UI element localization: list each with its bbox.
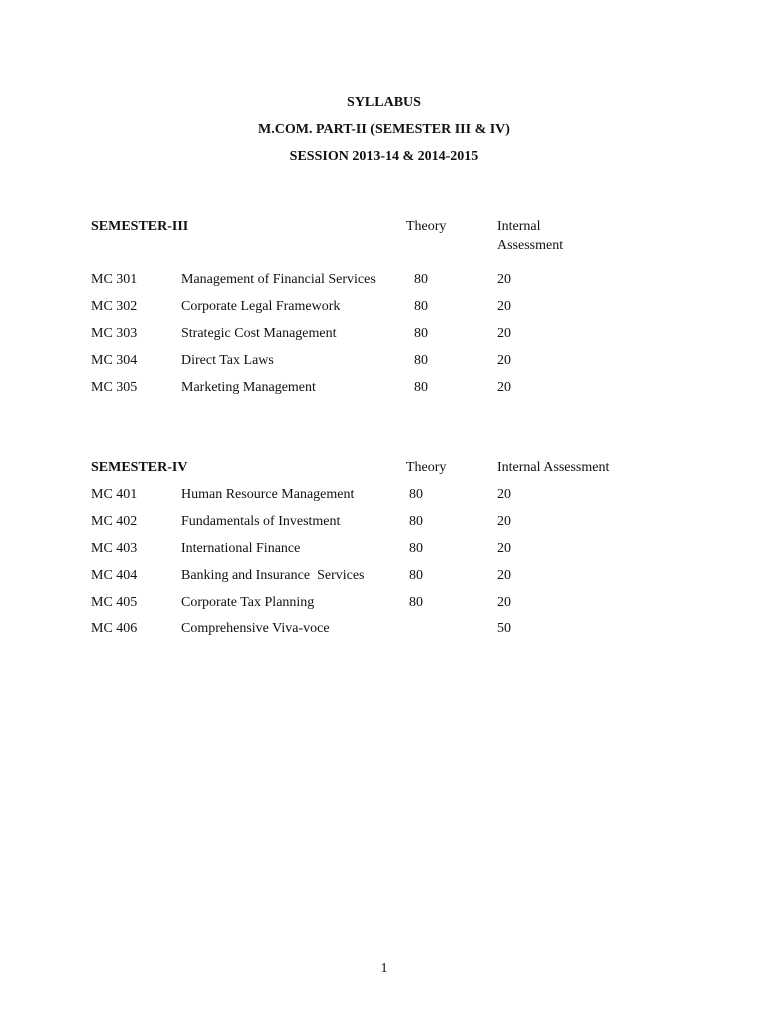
course-title: M.COM. PART-II (SEMESTER III & IV) — [258, 122, 510, 137]
theory-marks: 80 — [409, 541, 423, 556]
table-row — [0, 299, 768, 317]
session-title: SESSION 2013-14 & 2014-2015 — [289, 149, 479, 164]
table-row — [0, 380, 768, 398]
internal-marks: 20 — [497, 595, 511, 610]
table-row — [0, 326, 768, 344]
page-number: 1 — [380, 961, 388, 976]
semester-4-title: SEMESTER-IV — [91, 460, 188, 475]
theory-marks: 80 — [409, 487, 423, 502]
theory-marks: 80 — [409, 514, 423, 529]
internal-marks: 20 — [497, 380, 511, 395]
table-row — [0, 568, 768, 586]
table-row — [0, 353, 768, 371]
course-name: Fundamentals of Investment — [181, 514, 341, 529]
table-row — [0, 621, 768, 639]
internal-marks: 20 — [497, 353, 511, 368]
course-code: MC 401 — [91, 487, 138, 502]
course-code: MC 301 — [91, 272, 138, 287]
course-name: Direct Tax Laws — [181, 353, 274, 368]
course-code: MC 404 — [91, 568, 138, 583]
course-code: MC 302 — [91, 299, 138, 314]
course-name: Strategic Cost Management — [181, 326, 337, 341]
theory-marks: 80 — [414, 380, 428, 395]
table-row — [0, 487, 768, 505]
table-row — [0, 595, 768, 613]
theory-marks: 80 — [414, 353, 428, 368]
course-name: Comprehensive Viva-voce — [181, 621, 330, 636]
semester-3-internal-header-line2: Assessment — [497, 238, 564, 253]
semester-3-theory-header: Theory — [406, 219, 447, 234]
internal-marks: 20 — [497, 272, 511, 287]
theory-marks: 80 — [414, 299, 428, 314]
internal-marks: 20 — [497, 514, 511, 529]
table-row — [0, 514, 768, 532]
semester-3-internal-header-line1: Internal — [497, 219, 541, 234]
course-name: Human Resource Management — [181, 487, 355, 502]
internal-marks: 20 — [497, 541, 511, 556]
theory-marks: 80 — [409, 595, 423, 610]
internal-marks: 20 — [497, 568, 511, 583]
internal-marks: 50 — [497, 621, 511, 636]
semester-4-internal-header: Internal Assessment — [497, 460, 610, 475]
course-code: MC 403 — [91, 541, 138, 556]
course-code: MC 406 — [91, 621, 138, 636]
course-code: MC 405 — [91, 595, 138, 610]
internal-marks: 20 — [497, 326, 511, 341]
course-name: Corporate Legal Framework — [181, 299, 341, 314]
theory-marks: 80 — [414, 326, 428, 341]
theory-marks: 80 — [414, 272, 428, 287]
course-code: MC 303 — [91, 326, 138, 341]
course-name: International Finance — [181, 541, 301, 556]
semester-3-title: SEMESTER-III — [91, 219, 189, 234]
course-name: Corporate Tax Planning — [181, 595, 315, 610]
semester-4-theory-header: Theory — [406, 460, 447, 475]
theory-marks: 80 — [409, 568, 423, 583]
internal-marks: 20 — [497, 299, 511, 314]
course-code: MC 304 — [91, 353, 138, 368]
course-code: MC 305 — [91, 380, 138, 395]
course-code: MC 402 — [91, 514, 138, 529]
internal-marks: 20 — [497, 487, 511, 502]
course-name: Banking and Insurance Services — [181, 568, 365, 583]
table-row — [0, 541, 768, 559]
course-name: Management of Financial Services — [181, 272, 376, 287]
document-title: SYLLABUS — [347, 95, 421, 110]
table-row — [0, 272, 768, 290]
course-name: Marketing Management — [181, 380, 316, 395]
